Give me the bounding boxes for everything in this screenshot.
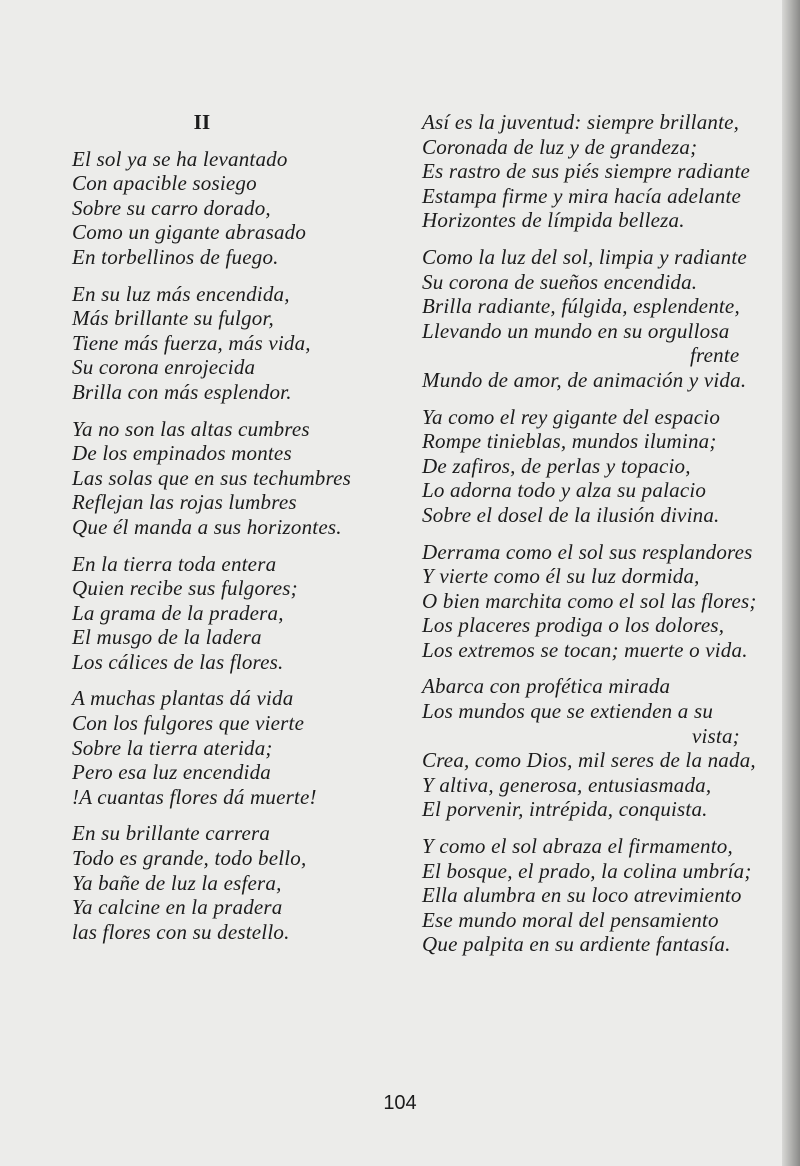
verse-line: Rompe tinieblas, mundos ilumina; — [422, 429, 717, 454]
verse-line: De los empinados montes — [72, 441, 292, 466]
verse-line: Todo es grande, todo bello, — [72, 846, 307, 871]
verse-line: Y vierte como él su luz dormida, — [422, 564, 700, 589]
verse-line: las flores con su destello. — [72, 919, 290, 944]
verse-line-overflow: frente — [690, 343, 740, 368]
verse-line: Brilla radiante, fúlgida, esplendente, — [422, 294, 740, 319]
verse-line: En su brillante carrera — [72, 821, 271, 846]
section-number: II — [193, 110, 211, 134]
verse-line: Ya no son las altas cumbres — [72, 416, 310, 441]
stanza — [72, 282, 402, 405]
stanza — [422, 405, 772, 528]
stanza — [422, 674, 772, 822]
verse-line: Sobre el dosel de la ilusión divina. — [422, 502, 720, 527]
stanza — [72, 821, 402, 944]
verse-line: Más brillante su fulgor, — [72, 306, 274, 331]
verse-line: Ella alumbra en su loco atrevimiento — [422, 883, 742, 908]
verse-line: Y como el sol abraza el firmamento, — [422, 834, 733, 859]
verse-line: Ya como el rey gigante del espacio — [422, 404, 721, 429]
verse-line: Ya calcine en la pradera — [72, 895, 283, 920]
verse-line: Que él manda a sus horizontes. — [72, 514, 342, 539]
verse-line: Reflejan las rojas lumbres — [72, 490, 297, 515]
verse-line-overflow: vista; — [692, 723, 740, 748]
verse-line: A muchas plantas dá vida — [72, 686, 294, 711]
page-edge-shadow — [782, 0, 800, 1166]
verse-line: Estampa firme y mira hacía adelante — [422, 183, 742, 208]
verse-line: Quien recibe sus fulgores; — [72, 576, 298, 601]
verse-line: Pero esa luz encendida — [72, 760, 271, 785]
left-column — [72, 110, 402, 956]
stanza — [72, 686, 402, 809]
verse-line: Su corona de sueños encendida. — [422, 269, 698, 294]
stanza — [422, 245, 772, 393]
verse-line: Sobre su carro dorado, — [72, 195, 271, 220]
verse-line: De zafiros, de perlas y topacio, — [422, 453, 691, 478]
verse-line: En torbellinos de fuego. — [72, 244, 279, 269]
verse-line: Mundo de amor, de animación y vida. — [422, 367, 747, 392]
verse-line: En su luz más encendida, — [72, 281, 290, 306]
verse-line: Abarca con profética mirada — [422, 674, 671, 699]
verse-line: Lo adorna todo y alza su palacio — [422, 478, 707, 503]
verse-line: La grama de la pradera, — [72, 600, 284, 625]
verse-line: Los cálices de las flores. — [72, 649, 284, 674]
verse-line: El bosque, el prado, la colina umbría; — [422, 858, 752, 883]
verse-line: !A cuantas flores dá muerte! — [72, 784, 317, 809]
verse-line: Su corona enrojecida — [72, 355, 256, 380]
verse-line: Derrama como el sol sus resplandores — [422, 539, 753, 564]
verse-line: El musgo de la ladera — [72, 625, 262, 650]
verse-line: Los placeres prodiga o los dolores, — [422, 613, 725, 638]
verse-line: El porvenir, intrépida, conquista. — [422, 797, 708, 822]
verse-line: Con los fulgores que vierte — [72, 711, 305, 736]
verse-line: Es rastro de sus piés siempre radiante — [422, 159, 751, 184]
verse-line: Tiene más fuerza, más vida, — [72, 330, 311, 355]
verse-line: Como la luz del sol, limpia y radiante — [422, 244, 747, 269]
verse-line: Que palpita en su ardiente fantasía. — [422, 932, 731, 957]
verse-line: Las solas que en sus techumbres — [72, 465, 351, 490]
stanza — [422, 834, 772, 957]
stanza — [422, 540, 772, 663]
stanza — [422, 110, 772, 233]
verse-line: En la tierra toda entera — [72, 551, 277, 576]
verse-line: Así es la juventud: siempre brillante, — [422, 110, 740, 134]
stanza — [72, 552, 402, 675]
verse-line: El sol ya se ha levantado — [72, 146, 288, 171]
page-number: 104 — [383, 1092, 417, 1114]
verse-line: Crea, como Dios, mil seres de la nada, — [422, 748, 756, 773]
stanza — [72, 417, 402, 540]
verse-line: Ya bañe de luz la esfera, — [72, 870, 282, 895]
verse-line: Llevando un mundo en su orgullosa — [422, 318, 730, 343]
verse-line: Y altiva, generosa, entusiasmada, — [422, 772, 712, 797]
verse-line: Coronada de luz y de grandeza; — [422, 134, 698, 159]
verse-line: O bien marchita como el sol las flores; — [422, 588, 757, 613]
verse-line: Los extremos se tocan; muerte o vida. — [422, 637, 748, 662]
verse-line: Brilla con más esplendor. — [72, 379, 292, 404]
verse-line: Como un gigante abrasado — [72, 220, 307, 245]
verse-line: Sobre la tierra aterida; — [72, 735, 273, 760]
verse-line: Ese mundo moral del pensamiento — [422, 907, 719, 932]
verse-line: Horizontes de límpida belleza. — [422, 208, 685, 233]
right-column — [422, 110, 772, 969]
stanza — [72, 147, 402, 270]
verse-line: Con apacible sosiego — [72, 171, 257, 196]
verse-line: Los mundos que se extienden a su — [422, 699, 714, 724]
